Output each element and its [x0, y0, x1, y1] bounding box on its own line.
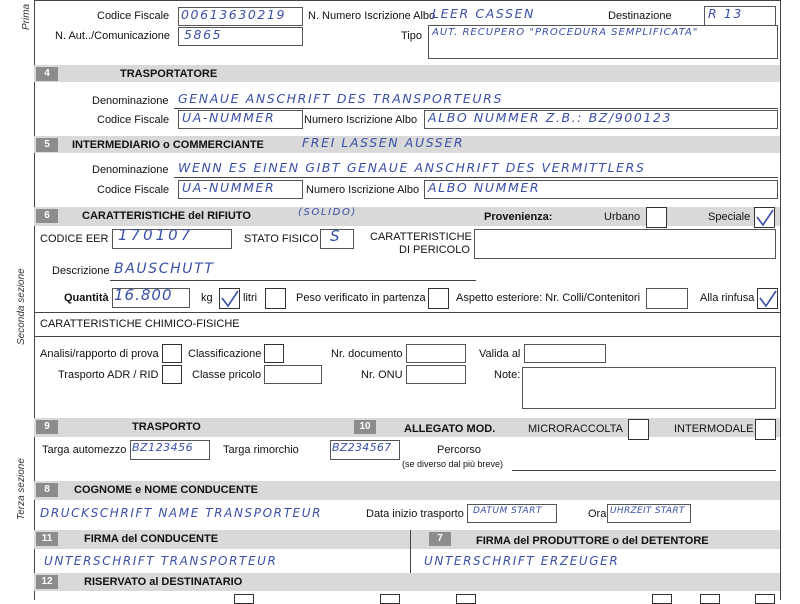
inter-label: INTERMODALE	[674, 423, 754, 435]
section12-box-5[interactable]	[700, 594, 720, 604]
section12-box-4[interactable]	[652, 594, 672, 604]
section6-title: CARATTERISTICHE del RIFIUTO	[82, 210, 251, 222]
side-label-seconda: Seconda sezione	[16, 268, 27, 345]
descr-value: BAUSCHUTT	[114, 261, 215, 277]
chimico-label: CARATTERISTICHE CHIMICO-FISICHE	[40, 318, 240, 330]
section10-number: 10	[354, 420, 376, 434]
litri-checkbox[interactable]	[265, 288, 286, 309]
section4-number: 4	[36, 67, 58, 81]
top-cf-label: Codice Fiscale	[97, 10, 170, 22]
classificazione-label: Classificazione	[188, 348, 262, 360]
section4-title: TRASPORTATORE	[120, 68, 218, 80]
aspetto-label: Aspetto esteriore: Nr. Colli/Contenitori	[456, 292, 641, 304]
top-divider	[34, 0, 780, 1]
form-left-border	[34, 0, 35, 600]
check-mark-icon	[220, 289, 239, 308]
classificazione-field[interactable]	[264, 344, 284, 363]
adr-label: Trasporto ADR / RID	[58, 369, 159, 381]
percorso-label: Percorso	[437, 444, 482, 456]
onu-field[interactable]	[406, 365, 466, 384]
adr-checkbox[interactable]	[162, 365, 182, 384]
section6-divider-1	[34, 312, 780, 313]
section4-albo-label: Numero Iscrizione Albo	[304, 114, 418, 126]
side-label-prima: Prima	[21, 3, 32, 30]
section6-number: 6	[36, 209, 58, 223]
data-label: Data inizio trasporto	[366, 508, 464, 520]
section5-number: 5	[36, 138, 58, 152]
firma-cond-value: UNTERSCHRIFT TRANSPORTEUR	[44, 554, 278, 568]
section5-title: INTERMEDIARIO o COMMERCIANTE	[72, 139, 264, 151]
onu-label: Nr. ONU	[361, 369, 403, 381]
top-aut-label: N. Aut../Comunicazione	[55, 30, 170, 42]
section12-number: 12	[36, 575, 58, 589]
section5-albo-value: ALBO NUMMER	[428, 180, 541, 195]
inter-checkbox[interactable]	[755, 419, 776, 440]
eer-value: 170107	[118, 226, 194, 244]
top-albo-label: N. Numero Iscrizione Albo	[308, 10, 436, 22]
top-aut-value: 5865	[184, 27, 223, 42]
note-field[interactable]	[522, 367, 776, 409]
pericolo-field[interactable]	[474, 229, 776, 259]
urbano-checkbox[interactable]	[646, 207, 667, 228]
percorso-line	[512, 470, 776, 471]
check-mark-icon	[758, 289, 777, 308]
section12-box-3[interactable]	[456, 594, 476, 604]
ora-value: UHRZEIT START	[610, 506, 685, 516]
section5-note: FREI LASSEN AUSSER	[302, 135, 465, 150]
valida-field[interactable]	[524, 344, 606, 363]
section8-title: COGNOME e NOME CONDUCENTE	[74, 484, 258, 496]
conducente-name-value: DRUCKSCHRIFT NAME TRANSPORTEUR	[40, 506, 323, 520]
firma-prod-value: UNTERSCHRIFT ERZEUGER	[424, 554, 620, 568]
section4-cf-value: UA-NUMMER	[182, 110, 276, 125]
top-cf-value: 00613630219	[181, 7, 287, 22]
micro-label: MICRORACCOLTA	[528, 423, 623, 435]
data-value: DATUM START	[473, 506, 542, 516]
firma-cond-label: FIRMA del CONDUCENTE	[84, 533, 219, 545]
firma-prod-label: FIRMA del PRODUTTORE o del DETENTORE	[476, 535, 709, 547]
section6-pericolo-label-2: DI PERICOLO	[399, 244, 470, 256]
top-dest-value: R 13	[708, 6, 743, 21]
section5-albo-label: Numero Iscrizione Albo	[306, 184, 420, 196]
section6-stato-label: STATO FISICO	[244, 233, 319, 245]
section6-eer-label: CODICE EER	[40, 233, 109, 245]
section11-number: 11	[36, 532, 58, 546]
analisi-label: Analisi/rapporto di prova	[40, 348, 159, 360]
section4-denom-line	[174, 108, 778, 109]
top-dest-label: Destinazione	[608, 10, 672, 22]
percorso-sub-label: (se diverso dal più breve)	[402, 459, 504, 469]
section12-box-2[interactable]	[380, 594, 400, 604]
form-right-border	[780, 0, 781, 600]
nr-doc-label: Nr. documento	[331, 348, 403, 360]
section5-cf-label: Codice Fiscale	[97, 184, 170, 196]
top-albo-value: LEER CASSEN	[432, 6, 535, 21]
section12-box-6[interactable]	[755, 594, 775, 604]
section9-title: TRASPORTO	[132, 421, 201, 433]
targa-auto-label: Targa automezzo	[42, 444, 127, 456]
rinfusa-checkbox[interactable]	[757, 288, 778, 309]
section5-cf-value: UA-NUMMER	[182, 180, 276, 195]
descr-line	[110, 280, 476, 281]
section4-albo-value: ALBO NUMMER Z.B.: BZ/900123	[428, 110, 673, 125]
colli-field[interactable]	[646, 288, 688, 309]
section6-qty-label: Quantità	[64, 292, 109, 304]
section6-solido: (SOLIDO)	[298, 207, 357, 218]
section6-speciale-label: Speciale	[708, 211, 751, 223]
top-tipo-value: AUT. RECUPERO "PROCEDURA SEMPLIFICATA"	[432, 27, 699, 38]
analisi-checkbox[interactable]	[162, 344, 182, 363]
section7-number: 7	[429, 532, 451, 546]
rinfusa-label: Alla rinfusa	[700, 292, 755, 304]
section6-divider-2	[34, 336, 780, 337]
classe-field[interactable]	[264, 365, 322, 384]
peso-label: Peso verificato in partenza	[296, 292, 426, 304]
micro-checkbox[interactable]	[628, 419, 649, 440]
speciale-checkbox[interactable]	[754, 207, 775, 228]
allegato-label: ALLEGATO MOD.	[404, 423, 496, 435]
peso-checkbox[interactable]	[428, 288, 449, 309]
nr-doc-field[interactable]	[406, 344, 466, 363]
section6-urbano-label: Urbano	[604, 211, 641, 223]
litri-label: litri	[243, 292, 258, 304]
section4-denom-label: Denominazione	[92, 95, 169, 107]
kg-label: kg	[201, 292, 213, 304]
targa-rim-label: Targa rimorchio	[223, 444, 299, 456]
side-label-terza: Terza sezione	[16, 458, 27, 520]
targa-rim-value: BZ234567	[332, 441, 392, 454]
section5-denom-label: Denominazione	[92, 164, 169, 176]
section5-denom-line	[174, 177, 778, 178]
top-tipo-label: Tipo	[401, 30, 422, 42]
targa-auto-value: BZ123456	[132, 441, 194, 454]
section4-cf-label: Codice Fiscale	[97, 114, 170, 126]
classe-label: Classe pricolo	[192, 369, 262, 381]
note-label: Note:	[494, 369, 521, 381]
section12-box-1[interactable]	[234, 594, 254, 604]
stato-value: S	[330, 227, 342, 245]
section9-number: 9	[36, 420, 58, 434]
check-mark-icon	[755, 208, 774, 227]
firme-divider	[410, 530, 411, 576]
ora-label: Ora	[588, 508, 607, 520]
section6-provenienza: Provenienza:	[484, 211, 553, 223]
qty-value: 16.800	[114, 286, 173, 304]
section8-number: 8	[36, 483, 58, 497]
valida-label: Valida al	[479, 348, 521, 360]
section4-denom-value: GENAUE ANSCHRIFT DES TRANSPORTEURS	[178, 91, 503, 106]
kg-checkbox[interactable]	[219, 288, 240, 309]
section5-denom-value: WENN ES EINEN GIBT GENAUE ANSCHRIFT DES VERMITTLERS	[178, 160, 646, 175]
section12-title: RISERVATO al DESTINATARIO	[84, 576, 243, 588]
section6-pericolo-label-1: CARATTERISTICHE	[370, 231, 472, 243]
section6-descr-label: Descrizione	[52, 265, 110, 277]
